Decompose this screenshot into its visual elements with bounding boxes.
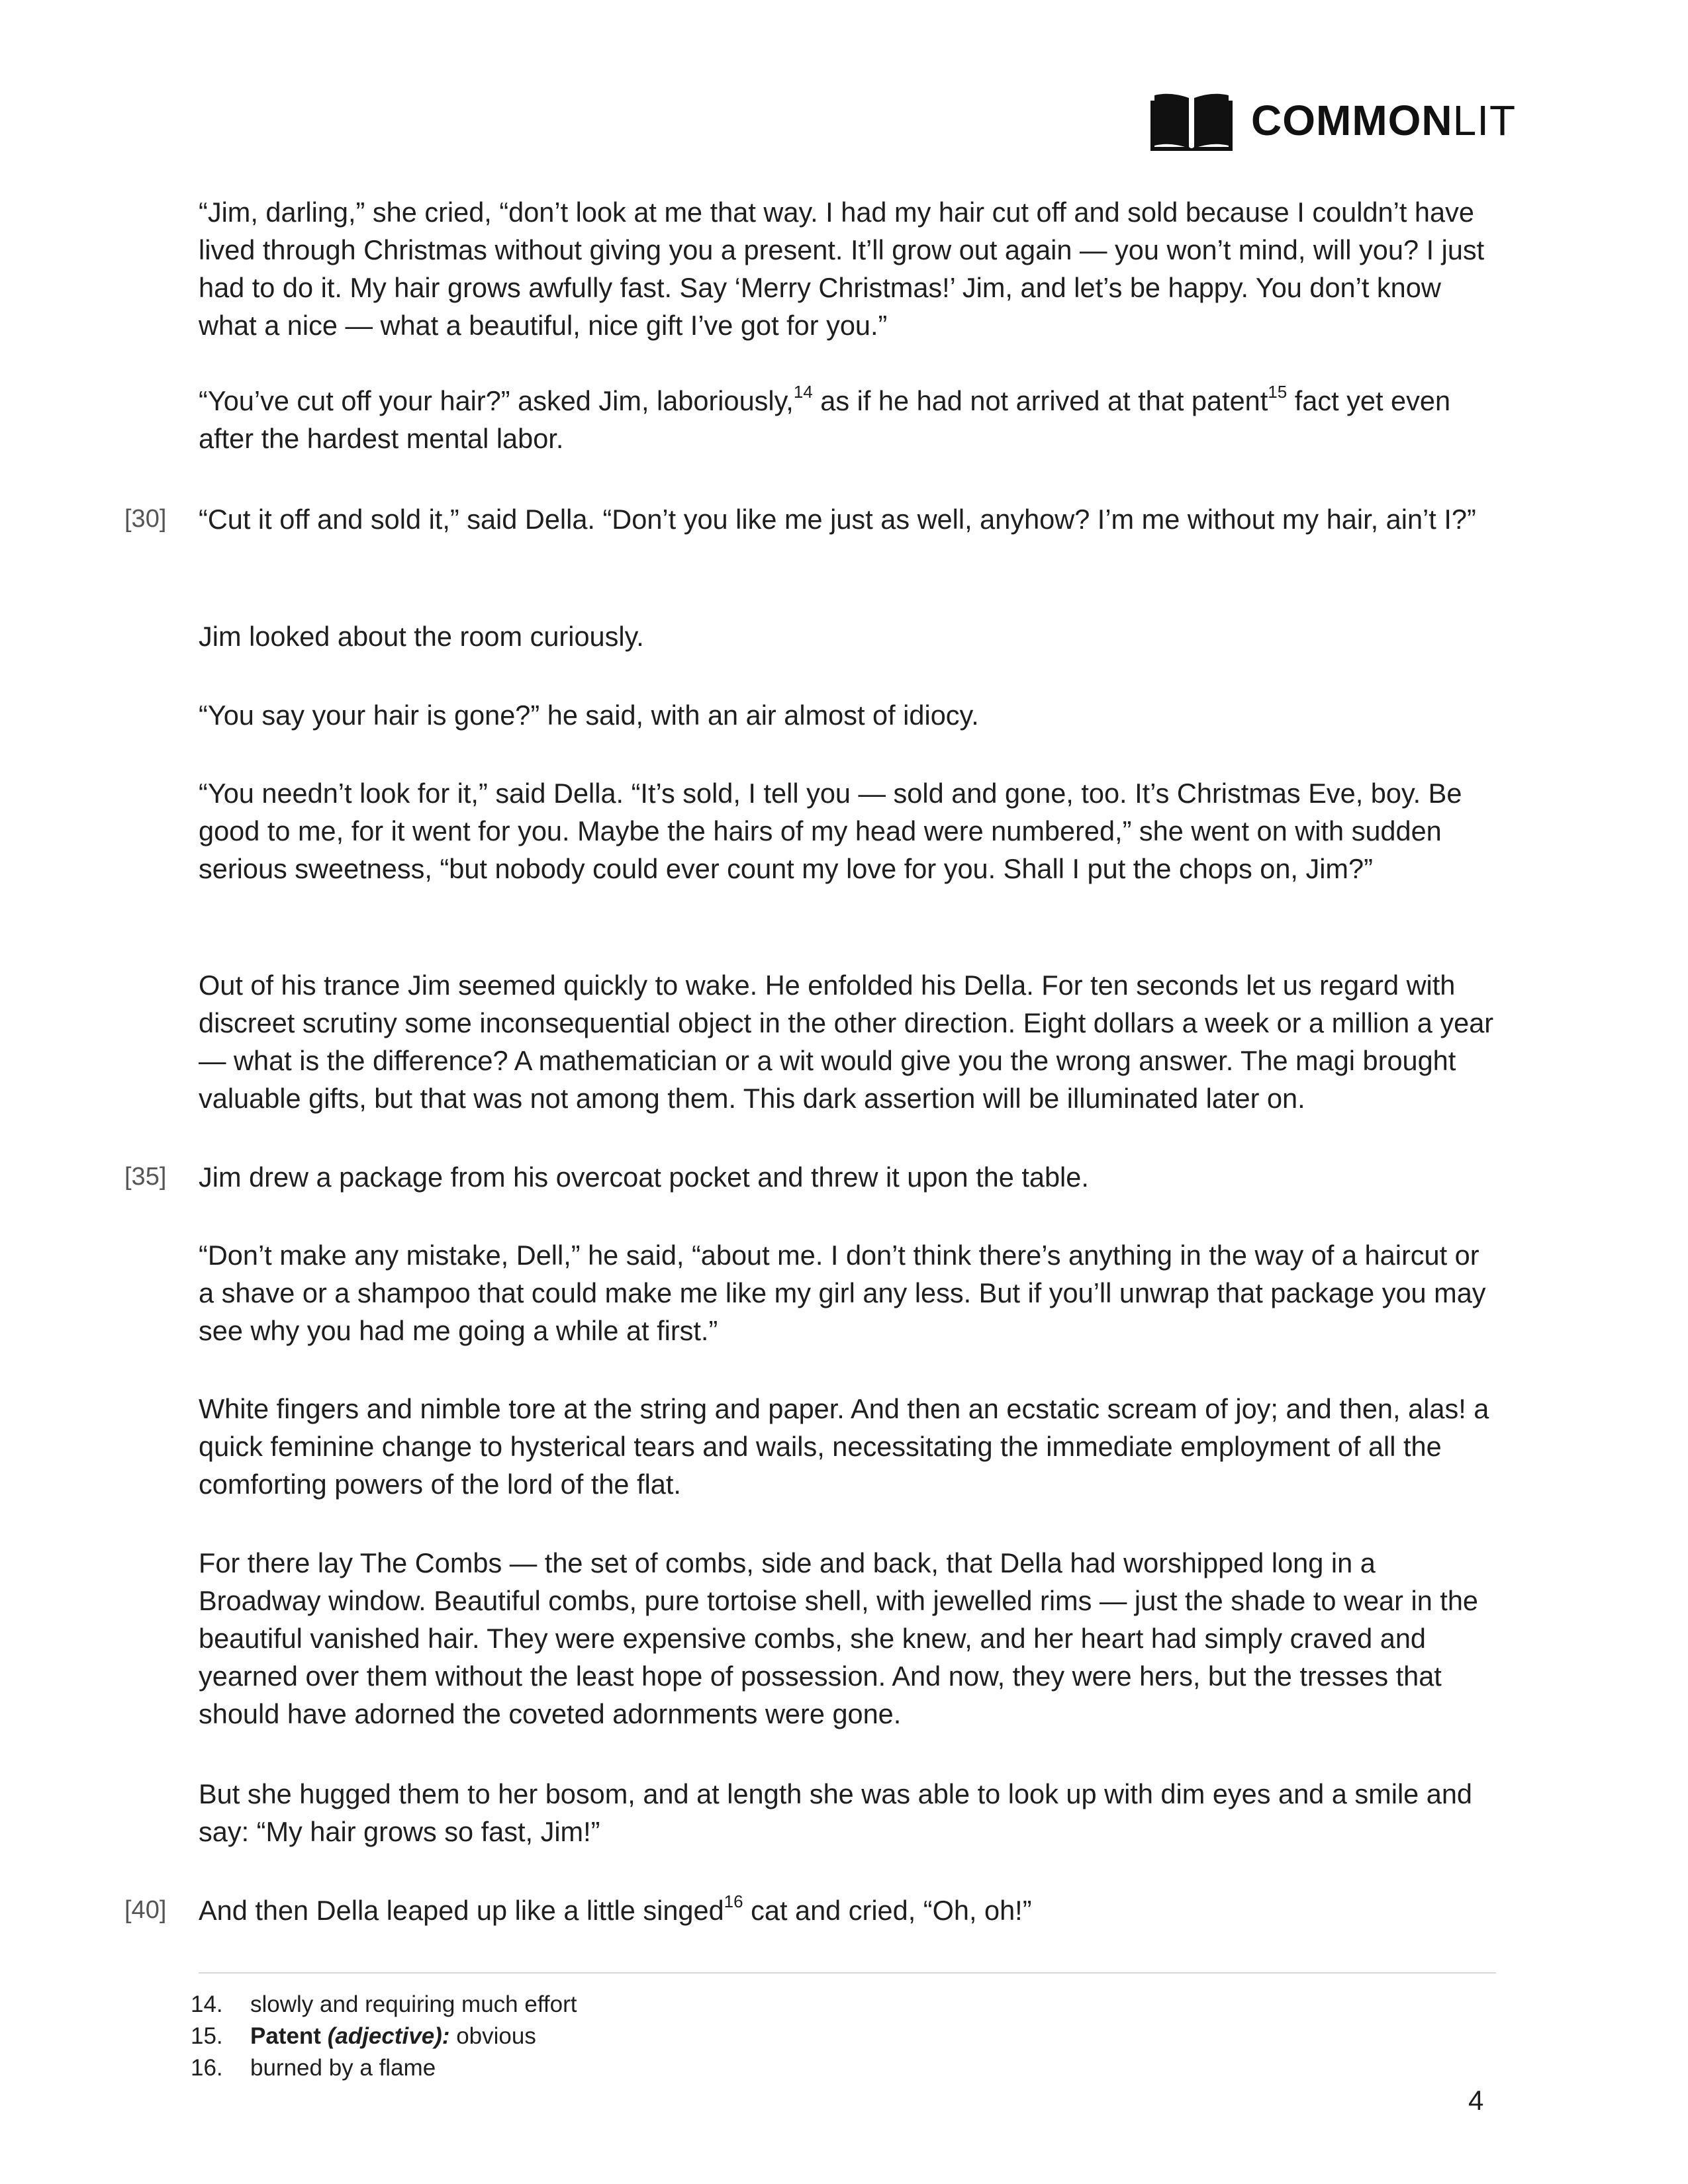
- paragraph: For there lay The Combs — the set of combs, side and back, that Della had worshipped long in a Broadway window. Beautiful combs, pure tortoise shell, with jewelled rims — just the shade to wear in the beautiful vanished hair. They were expensive combs, she knew, and her heart had simply craved and yearned over them without the least hope of possession. And now, they were hers, but the tresses that should have adorned the coveted adornments were gone.: [199, 1547, 1478, 1729]
- paragraph: White fingers and nimble tore at the string and paper. And then an ecstatic scream of joy; and then, alas! a quick feminine change to hysterical tears and wails, necessitating the immediate employment of all the comforting powers of the lord of the flat.: [199, 1393, 1489, 1500]
- footnote-ref-16[interactable]: 16: [724, 1891, 743, 1912]
- paragraph: Out of his trance Jim seemed quickly to wake. He enfolded his Della. For ten seconds let us regard with discreet scrutiny some inconsequential object in the other direction. Eight dollars a week or a million a year — what is the difference? A mathematician or a wit would give you the wrong answer. The magi brought valuable gifts, but that was not among them. This dark assertion will be illuminated later on.: [199, 970, 1494, 1114]
- footnote-item: [191, 2021, 536, 2052]
- footnote-divider: [199, 1972, 1496, 1974]
- paragraph: “Cut it off and sold it,” said Della. “Don’t you like me just as well, anyhow? I’m me without my hair, ain’t I?”: [199, 504, 1476, 535]
- paragraph-text: cat and cried, “Oh, oh!”: [743, 1895, 1032, 1926]
- footnote-text: slowly and requiring much effort: [250, 1991, 577, 2017]
- paragraph-text: “You’ve cut off your hair?” asked Jim, laboriously,: [199, 385, 794, 416]
- paragraph: “You needn’t look for it,” said Della. “It’s sold, I tell you — sold and gone, too. It’s Christmas Eve, boy. Be good to me, for it went for you. Maybe the hairs of my head were numbered,” she went on with sudden serious sweetness, “but nobody could ever count my love for you. Shall I put the chops on, Jim?”: [199, 778, 1462, 884]
- footnote-number: 15.: [191, 2023, 223, 2049]
- footnote-text: burned by a flame: [250, 2055, 436, 2081]
- paragraph-number: [30]: [124, 505, 167, 533]
- footnote-part-of-speech: (adjective):: [327, 2023, 450, 2049]
- paragraph: [199, 1891, 1496, 1929]
- logo-word-lit: LIT: [1452, 97, 1517, 144]
- page-number: 4: [1468, 2085, 1484, 2116]
- footnote-ref-15[interactable]: 15: [1268, 382, 1288, 402]
- paragraph-number: [35]: [124, 1163, 167, 1191]
- open-book-icon: [1150, 90, 1233, 151]
- paragraph: “Don’t make any mistake, Dell,” he said, “about me. I don’t think there’s anything in the way of a haircut or a shave or a shampoo that could make me like my girl any less. But if you’ll unwrap that package you may see why you had me going a while at first.”: [199, 1240, 1486, 1346]
- footnote-number: 14.: [191, 1991, 223, 2017]
- paragraph: “Jim, darling,” she cried, “don’t look at me that way. I had my hair cut off and sold because I couldn’t have lived through Christmas without giving you a present. It’ll grow out again — you won’t mind, will you? I just had to do it. My hair grows awfully fast. Say ‘Merry Christmas!’ Jim, and let’s be happy. You don’t know what a nice — what a beautiful, nice gift I’ve got for you.”: [199, 197, 1485, 341]
- footnote-term: Patent: [250, 2023, 321, 2049]
- footnote-ref-14[interactable]: 14: [793, 382, 813, 402]
- footnote-number: 16.: [191, 2055, 223, 2081]
- paragraph: Jim looked about the room curiously.: [199, 621, 644, 652]
- paragraph: Jim drew a package from his overcoat pocket and threw it upon the table.: [199, 1161, 1089, 1193]
- logo-word-common: COMMON: [1251, 97, 1453, 144]
- logo-wordmark: [1251, 96, 1516, 145]
- paragraph: [199, 382, 1496, 457]
- footnote-item: [191, 1989, 577, 2021]
- paragraph: “You say your hair is gone?” he said, with an air almost of idiocy.: [199, 700, 979, 731]
- commonlit-logo: [1150, 90, 1516, 151]
- paragraph-text: And then Della leaped up like a little singed: [199, 1895, 724, 1926]
- footnote-text: obvious: [449, 2023, 536, 2049]
- footnote-item: [191, 2052, 436, 2084]
- paragraph-number: [40]: [124, 1896, 167, 1924]
- paragraph-text: fact yet even after the hardest mental labor.: [199, 385, 1451, 454]
- paragraph: But she hugged them to her bosom, and at length she was able to look up with dim eyes and a smile and say: “My hair grows so fast, Jim!”: [199, 1778, 1473, 1847]
- paragraph-text: as if he had not arrived at that patent: [812, 385, 1268, 416]
